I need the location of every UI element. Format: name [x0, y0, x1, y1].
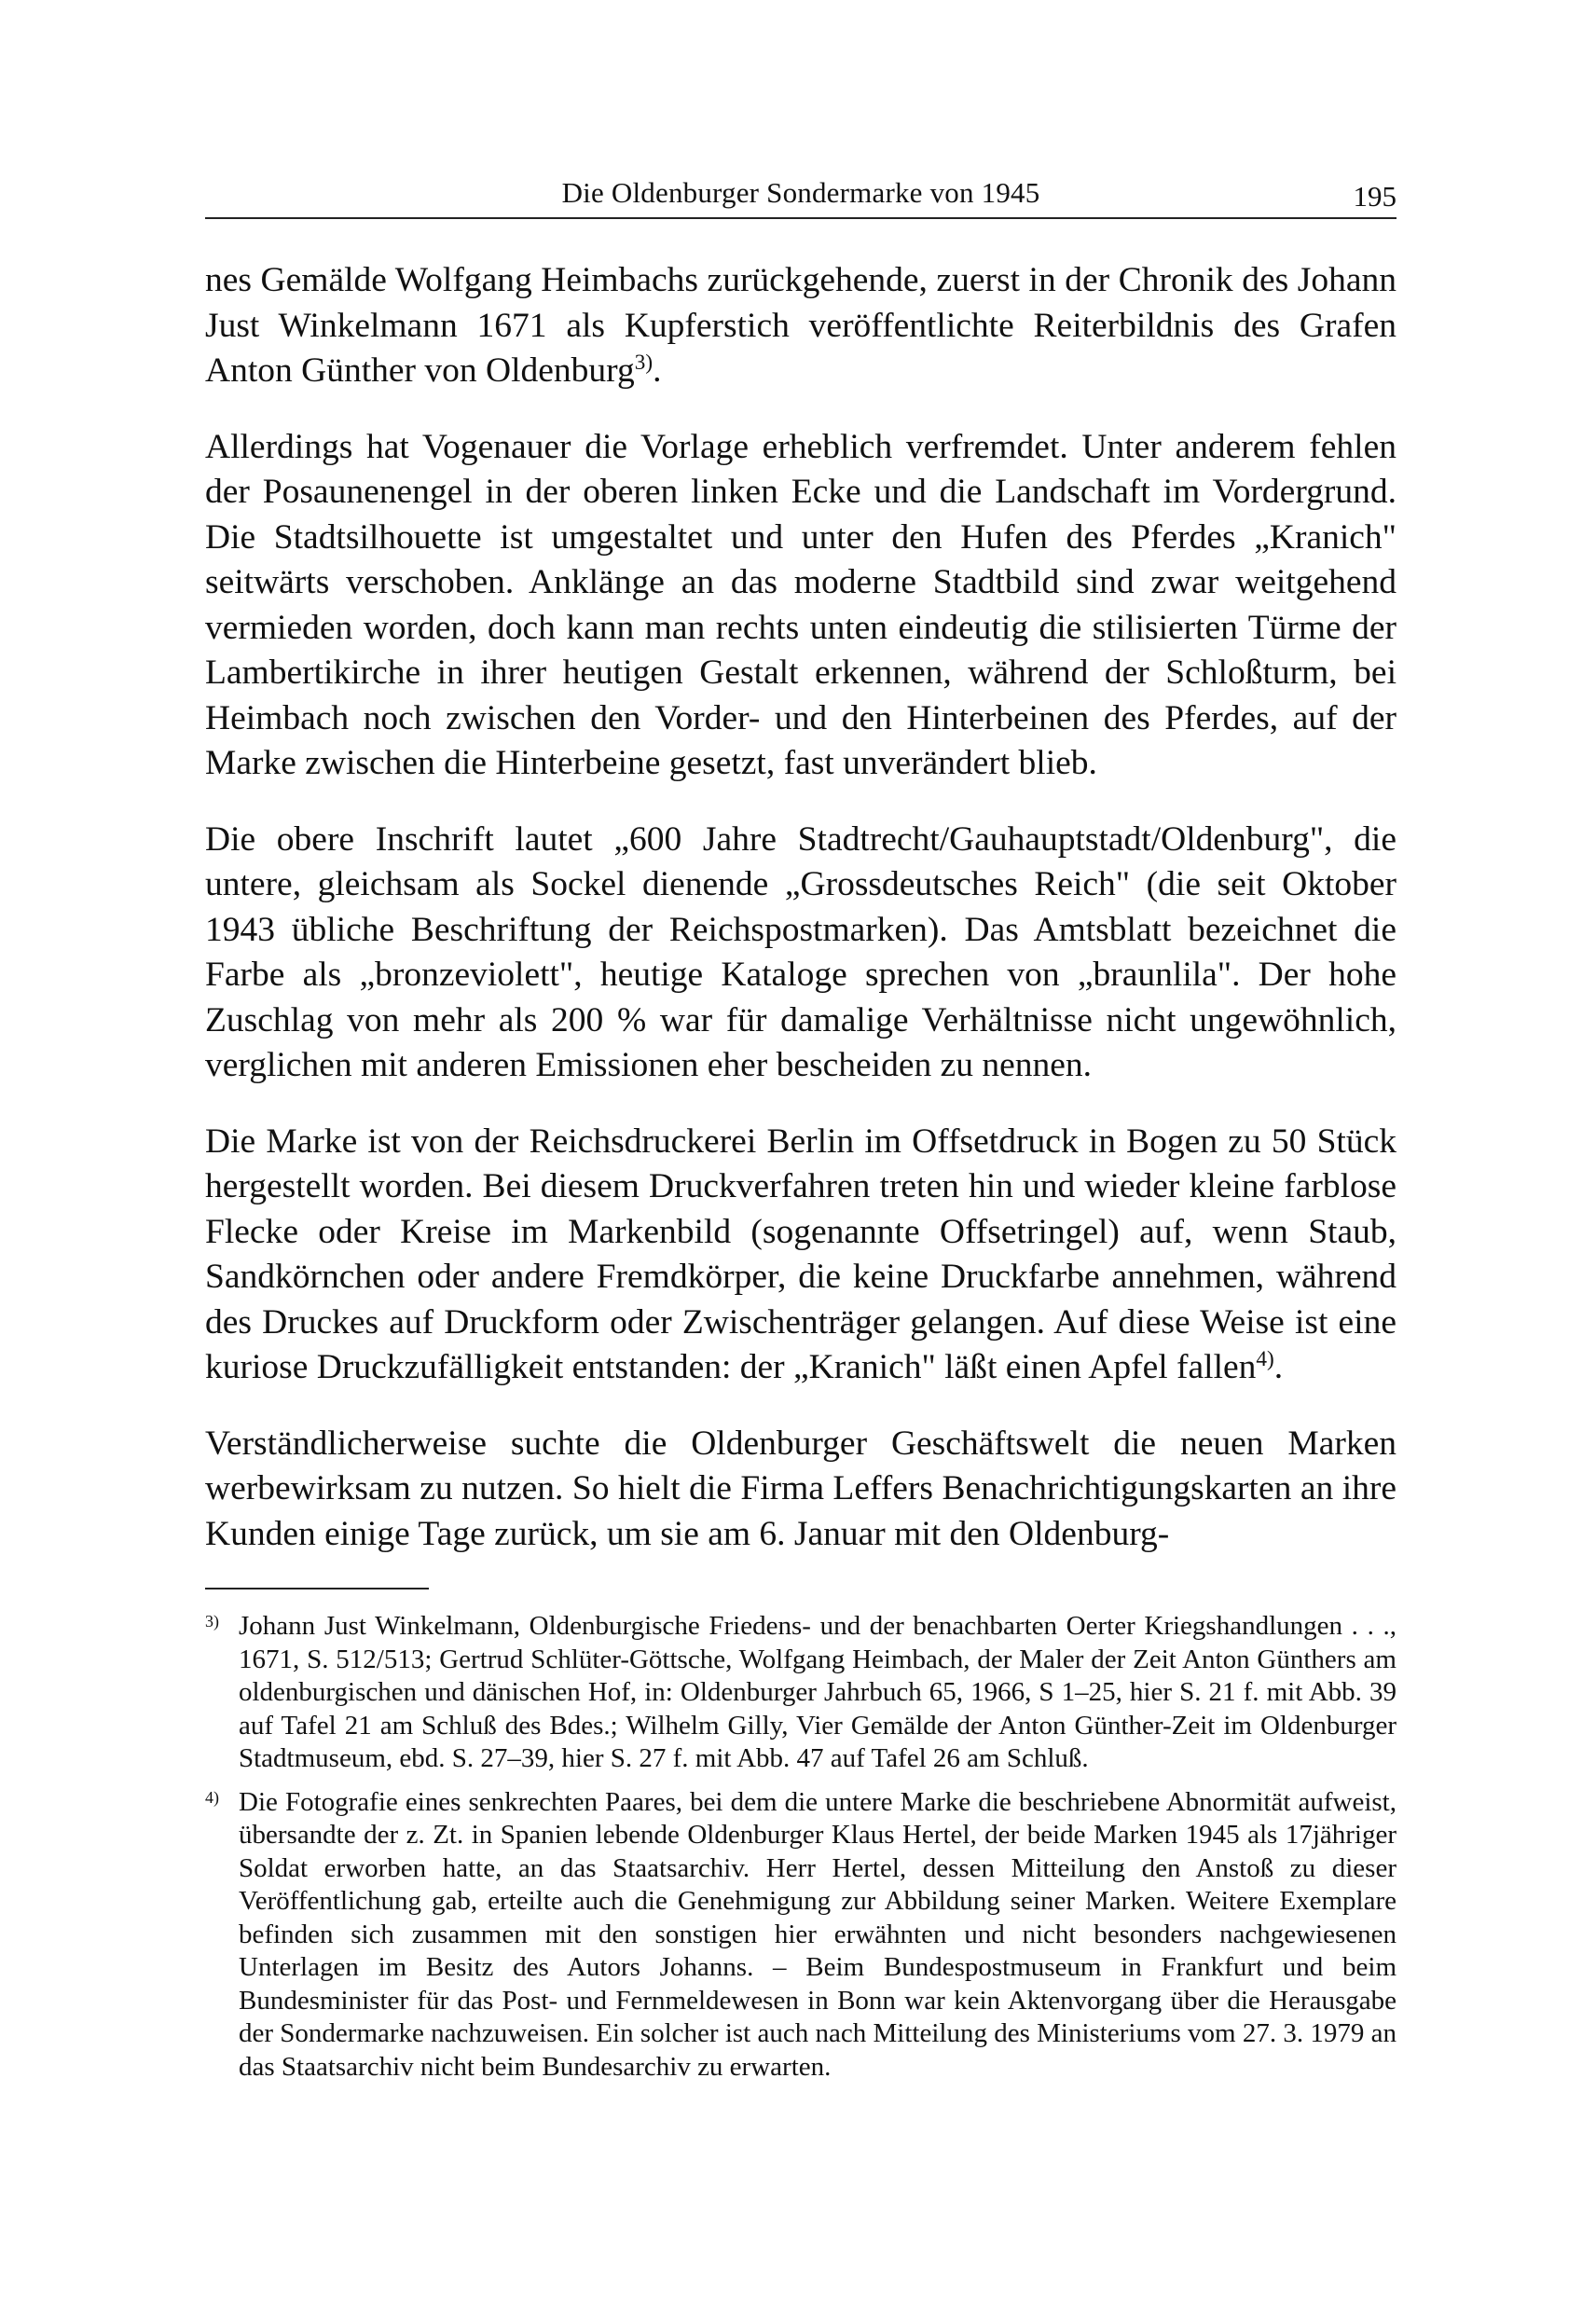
footnote-4 — [205, 1786, 1396, 2085]
footnote-reference-4: 4) — [1256, 1347, 1274, 1372]
paragraph-text: Die obere Inschrift lautet „600 Jahre Stadtrecht/Gauhauptstadt/Oldenburg", die untere, gleichsam als Sockel dienende „Grossdeutsches Reich" (die seit Oktober 1943 übliche Beschriftung der Reichspostmarken). Das Amtsblatt bezeichnet die Farbe als „bronzeviolett", heutige Kataloge sprechen von „braunlila". Der hohe Zuschlag von mehr als 200 % war für damalige Verhältnisse nicht ungewöhnlich, verglichen mit anderen Emissionen eher bescheiden zu nennen. — [205, 819, 1396, 1084]
paragraph-text: Allerdings hat Vogenauer die Vorlage erheblich verfremdet. Unter anderem fehlen der Posaunenengel in der oberen linken Ecke und die Landschaft im Vordergrund. Die Stadtsilhouette ist umgestaltet und unter den Hufen des Pferdes „Kranich" seitwärts verschoben. Anklänge an das moderne Stadtbild sind zwar weitgehend vermieden worden, doch kann man rechts unten eindeutig die stilisierten Türme der Lambertikirche in ihrer heutigen Gestalt erkennen, während der Schloßturm, bei Heimbach noch zwischen den Vorder- und den Hinterbeinen des Pferdes, auf der Marke zwischen die Hinterbeine gesetzt, fast unverändert blieb. — [205, 427, 1396, 782]
footnote-reference-3: 3) — [634, 351, 654, 376]
paragraph-text: nes Gemälde Wolfgang Heimbachs zurückgehende, zuerst in der Chronik des Johann Just Winkelmann 1671 als Kupferstich veröffentlichte Reiterbildnis des Grafen Anton Günther von Oldenburg — [205, 261, 1396, 390]
footnotes — [205, 1610, 1396, 2084]
footnote-mark-text: 3) — [205, 1611, 219, 1631]
body-text — [205, 258, 1396, 1557]
footnote-3 — [205, 1610, 1396, 1776]
paragraph-text: Verständlicherweise suchte die Oldenburger Geschäftswelt die neuen Marken werbewirksam zu nutzen. So hielt die Firma Leffers Benachrichtigungskarten an ihre Kunden einige Tage zurück, um sie am 6. Januar mit den Oldenburg- — [205, 1424, 1396, 1553]
paragraph-text: Die Marke ist von der Reichsdruckerei Berlin im Offsetdruck in Bogen zu 50 Stück hergestellt worden. Bei diesem Druckverfahren treten hin und wieder kleine farblose Flecke oder Kreise im Markenbild (sogenannte Offsetringel) auf, wenn Staub, Sandkörnchen oder andere Fremdkörper, die keine Druckfarbe annehmen, während des Druckes auf Druckform oder Zwischenträger gelangen. Auf diese Weise ist eine kuriose Druckzufälligkeit entstanden: der „Kranich" läßt einen Apfel fallen — [205, 1122, 1396, 1386]
footnote-text: Johann Just Winkelmann, Oldenburgische Friedens- und der benachbarten Oerter Kriegshandlungen . . ., 1671, S. 512/513; Gertrud Schlüter-Göttsche, Wolfgang Heimbach, der Maler der Zeit Anton Günthers am oldenburgischen und dänischen Hof, in: Oldenburger Jahrbuch 65, 1966, S 1–25, hier S. 21 f. mit Abb. 39 auf Tafel 21 am Schluß des Bdes.; Wilhelm Gilly, Vier Gemälde der Anton Günther-Zeit im Oldenburger Stadtmuseum, ebd. S. 27–39, hier S. 27 f. mit Abb. 47 auf Tafel 26 am Schluß. — [239, 1611, 1396, 1773]
document-page — [205, 172, 1396, 2094]
page-number: 195 — [1353, 180, 1396, 213]
paragraph-1 — [205, 258, 1396, 394]
footnote-mark — [205, 1786, 239, 2085]
paragraph-5 — [205, 1422, 1396, 1558]
footnote-text: Die Fotografie eines senkrechten Paares, bei dem die untere Marke die beschriebene Abnormität aufweist, übersandte der z. Zt. in Spanien lebende Oldenburger Klaus Hertel, der beide Marken 1945 als 17jähriger Soldat erworben hatte, an das Staatsarchiv. Herr Hertel, dessen Mitteilung den Anstoß zu dieser Veröffentlichung gab, erteilte auch die Genehmigung zur Abbildung seiner Marken. Weitere Exemplare befinden sich zusammen mit den sonstigen hier erwähnten und nicht besonders nachgewiesenen Unterlagen im Besitz des Autors Johanns. – Beim Bundespostmuseum in Frankfurt und beim Bundesminister für das Post- und Fernmeldewesen in Bonn war kein Aktenvorgang über die Herausgabe der Sondermarke nachzuweisen. Ein solcher ist auch nach Mitteilung des Ministeriums vom 27. 3. 1979 an das Staatsarchiv nicht beim Bundesarchiv zu erwarten. — [239, 1786, 1396, 2082]
paragraph-end: . — [653, 351, 662, 390]
paragraph-end: . — [1273, 1348, 1284, 1386]
paragraph-4 — [205, 1120, 1396, 1391]
running-header — [205, 172, 1396, 219]
running-title: Die Oldenburger Sondermarke von 1945 — [561, 176, 1040, 209]
footnote-mark — [205, 1610, 239, 1776]
footnote-mark-text: 4) — [205, 1787, 219, 1807]
paragraph-2 — [205, 425, 1396, 787]
paragraph-3 — [205, 818, 1396, 1089]
footnote-divider — [205, 1588, 429, 1590]
